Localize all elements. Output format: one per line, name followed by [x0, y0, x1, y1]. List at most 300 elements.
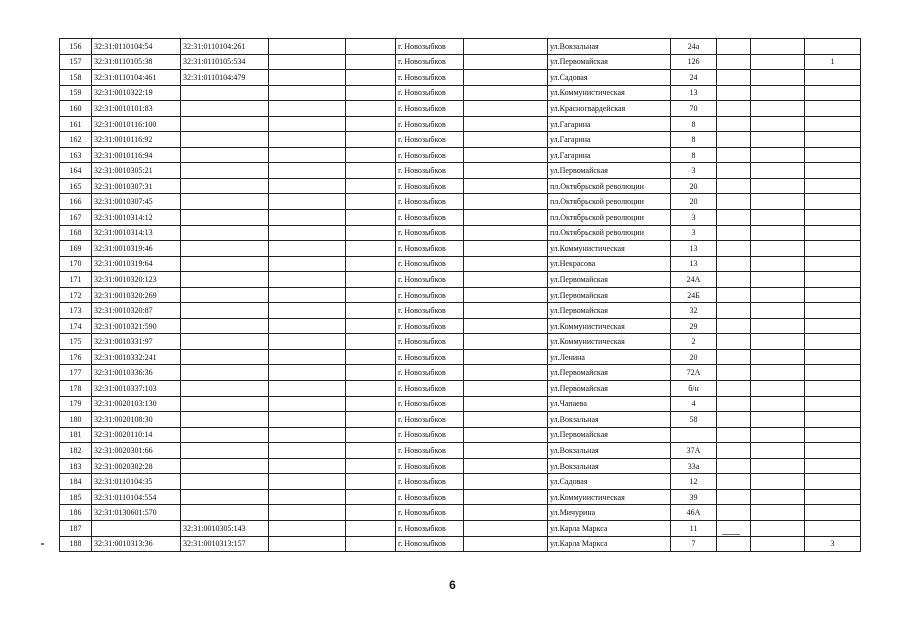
page-number: 6	[449, 578, 456, 592]
cadastral-land-cell: 32:31:0010321:590	[92, 318, 181, 334]
empty-cell	[717, 210, 751, 226]
empty-cell	[269, 365, 346, 381]
city-cell: г. Новозыбков	[396, 412, 464, 428]
empty-cell	[717, 132, 751, 148]
empty-cell	[717, 318, 751, 334]
street-cell: ул.Первомайская	[548, 287, 671, 303]
cadastral-land-cell: 32:31:0010320:123	[92, 272, 181, 288]
empty-cell	[346, 365, 396, 381]
empty-cell	[464, 381, 548, 397]
count-cell	[805, 272, 861, 288]
empty-cell	[717, 489, 751, 505]
empty-cell	[751, 132, 805, 148]
row-number-cell: 168	[60, 225, 92, 241]
house-number-cell: 29	[671, 318, 717, 334]
house-number-cell: 3	[671, 225, 717, 241]
empty-cell	[346, 163, 396, 179]
street-cell: ул.Первомайская	[548, 272, 671, 288]
city-cell: г. Новозыбков	[396, 318, 464, 334]
empty-cell	[464, 489, 548, 505]
table-row	[60, 303, 861, 319]
empty-cell	[464, 520, 548, 536]
count-cell	[805, 396, 861, 412]
cadastral-land-cell: 32:31:0020103:130	[92, 396, 181, 412]
house-number-cell: 13	[671, 241, 717, 257]
row-number-cell: 178	[60, 381, 92, 397]
cadastral-land-cell: 32:31:0020108:30	[92, 412, 181, 428]
empty-cell	[346, 334, 396, 350]
empty-cell	[464, 505, 548, 521]
row-number-cell: 159	[60, 85, 92, 101]
empty-cell	[269, 520, 346, 536]
table-row	[60, 520, 861, 536]
empty-cell	[717, 427, 751, 443]
cadastral-land-cell: 32:31:0020301:66	[92, 443, 181, 459]
house-number-cell: 58	[671, 412, 717, 428]
street-cell: ул.Ленина	[548, 349, 671, 365]
empty-cell	[717, 39, 751, 55]
empty-cell	[717, 101, 751, 117]
count-cell	[805, 70, 861, 86]
street-cell: ул.Первомайская	[548, 381, 671, 397]
cadastral-land-cell: 32:31:0010116:94	[92, 147, 181, 163]
table-row	[60, 225, 861, 241]
empty-cell	[464, 272, 548, 288]
table-row	[60, 163, 861, 179]
empty-cell	[269, 303, 346, 319]
empty-cell	[751, 287, 805, 303]
cadastral-land-cell: 32:31:0010101:83	[92, 101, 181, 117]
city-cell: г. Новозыбков	[396, 210, 464, 226]
table-row	[60, 116, 861, 132]
empty-cell	[751, 474, 805, 490]
cadastral-building-cell: 32:31:0010313:157	[181, 536, 269, 552]
empty-cell	[464, 412, 548, 428]
row-number-cell: 171	[60, 272, 92, 288]
empty-cell	[269, 536, 346, 552]
empty-cell	[464, 54, 548, 70]
table-row	[60, 147, 861, 163]
row-number-cell: 172	[60, 287, 92, 303]
empty-cell	[269, 458, 346, 474]
count-cell	[805, 381, 861, 397]
table-row	[60, 349, 861, 365]
empty-cell	[717, 412, 751, 428]
empty-cell	[346, 116, 396, 132]
table-row	[60, 272, 861, 288]
count-cell	[805, 194, 861, 210]
empty-cell	[464, 132, 548, 148]
street-cell: ул.Садовая	[548, 70, 671, 86]
empty-cell	[346, 225, 396, 241]
cadastral-building-cell	[181, 147, 269, 163]
empty-cell	[751, 303, 805, 319]
empty-cell	[269, 116, 346, 132]
empty-cell	[269, 39, 346, 55]
row-number-cell: 177	[60, 365, 92, 381]
cadastral-land-cell: 32:31:0110104:35	[92, 474, 181, 490]
empty-cell	[346, 85, 396, 101]
street-cell: ул.Коммунистическая	[548, 318, 671, 334]
row-number-cell: 173	[60, 303, 92, 319]
row-number-cell: 176	[60, 349, 92, 365]
count-cell	[805, 225, 861, 241]
row-number-cell: 158	[60, 70, 92, 86]
count-cell	[805, 520, 861, 536]
count-cell	[805, 116, 861, 132]
empty-cell	[269, 474, 346, 490]
table-row	[60, 365, 861, 381]
cadastral-building-cell: 32:31:0010305:143	[181, 520, 269, 536]
cadastral-land-cell: 32:31:0110104:54	[92, 39, 181, 55]
cadastral-building-cell	[181, 85, 269, 101]
cadastral-land-cell: 32:31:0130601:570	[92, 505, 181, 521]
empty-cell	[464, 365, 548, 381]
row-number-cell: 174	[60, 318, 92, 334]
cadastral-land-cell: 32:31:0010320:269	[92, 287, 181, 303]
empty-cell	[751, 194, 805, 210]
row-number-cell: 181	[60, 427, 92, 443]
house-number-cell: 13	[671, 256, 717, 272]
street-cell: ул.Вокзальная	[548, 458, 671, 474]
street-cell: ул.Мичурина	[548, 505, 671, 521]
table-row	[60, 474, 861, 490]
street-cell: ул.Гагарина	[548, 147, 671, 163]
empty-cell	[269, 349, 346, 365]
street-cell: ул.Карла Маркса	[548, 536, 671, 552]
house-number-cell: 46А	[671, 505, 717, 521]
empty-cell	[464, 349, 548, 365]
street-cell: ул.Вокзальная	[548, 412, 671, 428]
cadastral-building-cell	[181, 225, 269, 241]
city-cell: г. Новозыбков	[396, 520, 464, 536]
cadastral-building-cell	[181, 474, 269, 490]
empty-cell	[346, 256, 396, 272]
row-number-cell: 183	[60, 458, 92, 474]
house-number-cell: 70	[671, 101, 717, 117]
count-cell	[805, 303, 861, 319]
cadastral-building-cell	[181, 256, 269, 272]
empty-cell	[464, 443, 548, 459]
table-row	[60, 70, 861, 86]
empty-cell	[751, 427, 805, 443]
table-row	[60, 178, 861, 194]
cadastral-building-cell	[181, 210, 269, 226]
city-cell: г. Новозыбков	[396, 101, 464, 117]
house-number-cell: 20	[671, 349, 717, 365]
empty-cell	[464, 458, 548, 474]
empty-cell	[717, 443, 751, 459]
empty-cell	[346, 178, 396, 194]
city-cell: г. Новозыбков	[396, 365, 464, 381]
count-cell	[805, 489, 861, 505]
empty-cell	[751, 225, 805, 241]
row-number-cell: 175	[60, 334, 92, 350]
empty-cell	[717, 85, 751, 101]
house-number-cell: 4	[671, 396, 717, 412]
cadastral-land-cell: 32:31:0010116:92	[92, 132, 181, 148]
house-number-cell	[671, 427, 717, 443]
cadastral-land-cell: 32:31:0110105:38	[92, 54, 181, 70]
empty-cell	[751, 210, 805, 226]
empty-cell	[464, 318, 548, 334]
cadastral-building-cell	[181, 287, 269, 303]
count-cell	[805, 505, 861, 521]
empty-cell	[717, 54, 751, 70]
cadastral-building-cell	[181, 241, 269, 257]
cadastral-building-cell: 32:31:0110104:261	[181, 39, 269, 55]
cadastral-building-cell	[181, 412, 269, 428]
empty-cell	[269, 256, 346, 272]
house-number-cell: 126	[671, 54, 717, 70]
count-cell	[805, 178, 861, 194]
cadastral-land-cell: 32:31:0010320:87	[92, 303, 181, 319]
table-row	[60, 194, 861, 210]
house-number-cell: 8	[671, 116, 717, 132]
empty-cell	[717, 256, 751, 272]
city-cell: г. Новозыбков	[396, 287, 464, 303]
city-cell: г. Новозыбков	[396, 241, 464, 257]
count-cell	[805, 132, 861, 148]
table-row	[60, 39, 861, 55]
empty-cell	[464, 147, 548, 163]
street-cell: ул.Садовая	[548, 474, 671, 490]
count-cell	[805, 365, 861, 381]
empty-cell	[464, 427, 548, 443]
empty-cell	[346, 443, 396, 459]
empty-cell	[269, 225, 346, 241]
cadastral-building-cell	[181, 178, 269, 194]
count-cell	[805, 474, 861, 490]
empty-cell	[346, 147, 396, 163]
empty-cell	[269, 163, 346, 179]
row-number-cell: 164	[60, 163, 92, 179]
cadastral-land-cell: 32:31:0020110:14	[92, 427, 181, 443]
empty-cell	[751, 147, 805, 163]
count-cell	[805, 147, 861, 163]
house-number-cell: 11	[671, 520, 717, 536]
count-cell	[805, 241, 861, 257]
empty-cell	[751, 39, 805, 55]
empty-cell	[346, 396, 396, 412]
scan-speck	[41, 543, 44, 545]
cadastral-building-cell	[181, 132, 269, 148]
empty-cell	[464, 396, 548, 412]
empty-cell	[346, 381, 396, 397]
city-cell: г. Новозыбков	[396, 396, 464, 412]
city-cell: г. Новозыбков	[396, 225, 464, 241]
empty-cell	[346, 287, 396, 303]
count-cell	[805, 39, 861, 55]
city-cell: г. Новозыбков	[396, 349, 464, 365]
row-number-cell: 163	[60, 147, 92, 163]
house-number-cell: 7	[671, 536, 717, 552]
street-cell: ул.Первомайская	[548, 163, 671, 179]
table-row	[60, 241, 861, 257]
empty-cell	[269, 396, 346, 412]
empty-cell	[717, 381, 751, 397]
row-number-cell: 185	[60, 489, 92, 505]
cadastral-building-cell	[181, 163, 269, 179]
empty-cell	[346, 427, 396, 443]
scan-speck	[722, 534, 740, 535]
table-row	[60, 101, 861, 117]
house-number-cell: б/н	[671, 381, 717, 397]
empty-cell	[717, 303, 751, 319]
empty-cell	[751, 489, 805, 505]
count-cell: 1	[805, 54, 861, 70]
cadastral-land-cell: 32:31:0110104:554	[92, 489, 181, 505]
table-row	[60, 318, 861, 334]
empty-cell	[751, 334, 805, 350]
city-cell: г. Новозыбков	[396, 70, 464, 86]
cadastral-building-cell	[181, 272, 269, 288]
empty-cell	[464, 287, 548, 303]
empty-cell	[717, 396, 751, 412]
empty-cell	[269, 287, 346, 303]
table-row	[60, 505, 861, 521]
empty-cell	[269, 443, 346, 459]
row-number-cell: 188	[60, 536, 92, 552]
cadastral-land-cell: 32:31:0010322:19	[92, 85, 181, 101]
house-number-cell: 33а	[671, 458, 717, 474]
empty-cell	[464, 178, 548, 194]
empty-cell	[464, 256, 548, 272]
cadastral-building-cell	[181, 349, 269, 365]
empty-cell	[751, 536, 805, 552]
city-cell: г. Новозыбков	[396, 303, 464, 319]
row-number-cell: 169	[60, 241, 92, 257]
empty-cell	[751, 381, 805, 397]
empty-cell	[751, 116, 805, 132]
empty-cell	[717, 334, 751, 350]
empty-cell	[346, 505, 396, 521]
table-row	[60, 458, 861, 474]
house-number-cell: 8	[671, 147, 717, 163]
empty-cell	[717, 458, 751, 474]
house-number-cell: 3	[671, 210, 717, 226]
city-cell: г. Новозыбков	[396, 381, 464, 397]
cadastral-building-cell	[181, 101, 269, 117]
empty-cell	[269, 54, 346, 70]
cadastral-building-cell: 32:31:0110104:479	[181, 70, 269, 86]
count-cell	[805, 427, 861, 443]
empty-cell	[717, 178, 751, 194]
empty-cell	[751, 70, 805, 86]
empty-cell	[464, 536, 548, 552]
cadastral-land-cell: 32:31:0010319:64	[92, 256, 181, 272]
empty-cell	[717, 225, 751, 241]
house-number-cell: 37А	[671, 443, 717, 459]
empty-cell	[751, 505, 805, 521]
empty-cell	[269, 272, 346, 288]
empty-cell	[269, 489, 346, 505]
empty-cell	[464, 85, 548, 101]
empty-cell	[464, 225, 548, 241]
empty-cell	[346, 194, 396, 210]
empty-cell	[717, 272, 751, 288]
empty-cell	[269, 147, 346, 163]
cadastral-land-cell: 32:31:0110104:461	[92, 70, 181, 86]
count-cell	[805, 349, 861, 365]
cadastral-land-cell: 32:31:0020302:28	[92, 458, 181, 474]
empty-cell	[717, 70, 751, 86]
row-number-cell: 165	[60, 178, 92, 194]
empty-cell	[346, 272, 396, 288]
city-cell: г. Новозыбков	[396, 458, 464, 474]
street-cell: ул.Коммунистическая	[548, 85, 671, 101]
empty-cell	[464, 474, 548, 490]
empty-cell	[346, 318, 396, 334]
table-row	[60, 256, 861, 272]
cadastral-land-cell: 32:31:0010313:36	[92, 536, 181, 552]
table-row	[60, 489, 861, 505]
empty-cell	[346, 489, 396, 505]
empty-cell	[464, 241, 548, 257]
cadastral-building-cell	[181, 396, 269, 412]
empty-cell	[269, 178, 346, 194]
empty-cell	[269, 132, 346, 148]
street-cell: пл.Октябрьской революции	[548, 225, 671, 241]
house-number-cell: 24Б	[671, 287, 717, 303]
registry-table	[59, 38, 861, 552]
street-cell: ул.Первомайская	[548, 365, 671, 381]
house-number-cell: 13	[671, 85, 717, 101]
row-number-cell: 170	[60, 256, 92, 272]
house-number-cell: 20	[671, 194, 717, 210]
empty-cell	[717, 365, 751, 381]
house-number-cell: 12	[671, 474, 717, 490]
empty-cell	[346, 101, 396, 117]
house-number-cell: 72А	[671, 365, 717, 381]
empty-cell	[717, 194, 751, 210]
row-number-cell: 186	[60, 505, 92, 521]
empty-cell	[346, 132, 396, 148]
street-cell: пл.Октябрьской революции	[548, 194, 671, 210]
cadastral-building-cell	[181, 427, 269, 443]
city-cell: г. Новозыбков	[396, 39, 464, 55]
cadastral-land-cell: 32:31:0010307:31	[92, 178, 181, 194]
empty-cell	[269, 101, 346, 117]
table-row	[60, 287, 861, 303]
count-cell	[805, 443, 861, 459]
house-number-cell: 8	[671, 132, 717, 148]
empty-cell	[751, 85, 805, 101]
empty-cell	[269, 427, 346, 443]
cadastral-land-cell: 32:31:0010116:100	[92, 116, 181, 132]
count-cell: 3	[805, 536, 861, 552]
street-cell: ул.Гагарина	[548, 116, 671, 132]
empty-cell	[717, 287, 751, 303]
empty-cell	[346, 536, 396, 552]
registry-body	[60, 39, 861, 552]
empty-cell	[751, 54, 805, 70]
city-cell: г. Новозыбков	[396, 256, 464, 272]
cadastral-building-cell	[181, 318, 269, 334]
street-cell: ул.Вокзальная	[548, 443, 671, 459]
row-number-cell: 162	[60, 132, 92, 148]
house-number-cell: 32	[671, 303, 717, 319]
cadastral-building-cell	[181, 116, 269, 132]
empty-cell	[269, 210, 346, 226]
street-cell: ул.Некрасова	[548, 256, 671, 272]
empty-cell	[751, 443, 805, 459]
house-number-cell: 24А	[671, 272, 717, 288]
empty-cell	[269, 334, 346, 350]
empty-cell	[464, 39, 548, 55]
street-cell: ул.Красногвардейская	[548, 101, 671, 117]
count-cell	[805, 163, 861, 179]
